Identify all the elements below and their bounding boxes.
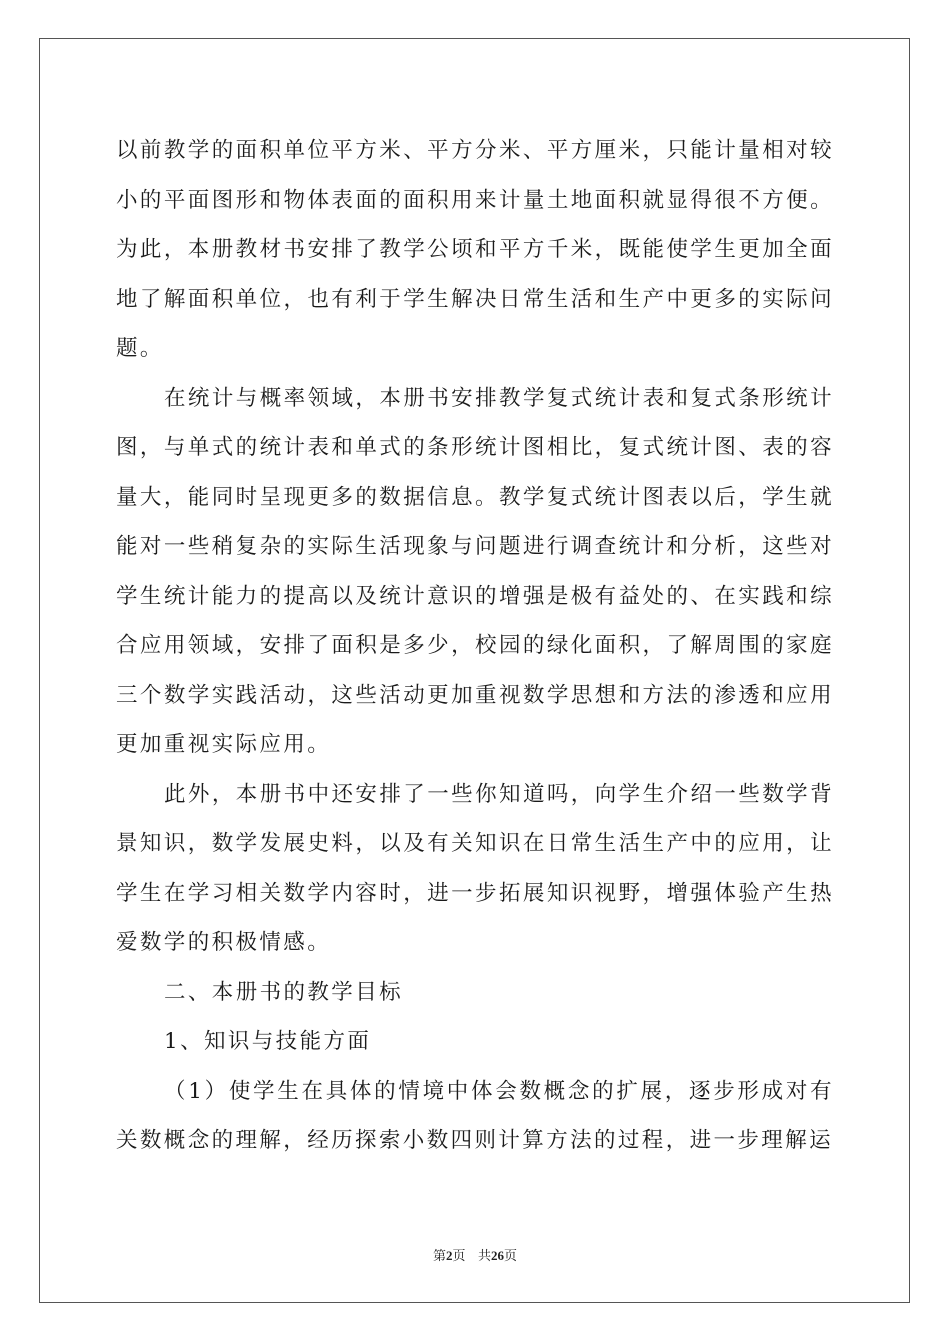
footer-total-suffix: 页	[503, 1249, 517, 1264]
paragraph-area-units: 以前教学的面积单位平方米、平方分米、平方厘米，只能计量相对较小的平面图形和物体表面的面积用来计量土地面积就显得很不方便。为此，本册教材书安排了教学公顷和平方千米，既能使学生更加全面地了解面积单位，也有利于学生解决日常生活和生产中更多的实际问题。	[116, 138, 834, 361]
paragraph-goal-1: （1）使学生在具体的情境中体会数概念的扩展，逐步形成对有关数概念的理解，经历探索小数四则计算方法的过程，进一步理解运	[116, 1078, 834, 1153]
document-body	[116, 126, 834, 1166]
footer-total-pages: 26	[490, 1248, 504, 1263]
paragraph-statistics: 在统计与概率领域，本册书安排教学复式统计表和复式条形统计图，与单式的统计表和单式的条形统计图相比，复式统计图、表的容量大，能同时呈现更多的数据信息。教学复式统计图表以后，学生就能对一些稍复杂的实际生活现象与问题进行调查统计和分析，这些对学生统计能力的提高以及统计意识的增强是极有益处的、在实践和综合应用领域，安排了面积是多少，校园的绿化面积，了解周围的家庭三个数学实践活动，这些活动更加重视数学思想和方法的渗透和应用更加重视实际应用。	[116, 385, 834, 757]
footer-page-suffix: 页	[452, 1249, 466, 1264]
page-footer	[0, 1245, 950, 1264]
footer-page-number: 2	[446, 1248, 453, 1263]
footer-total-prefix: 共	[477, 1249, 491, 1264]
paragraph-did-you-know: 此外，本册书中还安排了一些你知道吗，向学生介绍一些数学背景知识，数学发展史料，以及有关知识在日常生活生产中的应用，让学生在学习相关数学内容时，进一步拓展知识视野，增强体验产生热爱数学的积极情感。	[116, 781, 834, 955]
heading-teaching-goals: 二、本册书的教学目标	[164, 979, 404, 1005]
footer-prefix: 第	[433, 1249, 447, 1264]
heading-knowledge-skills: 1、知识与技能方面	[164, 1029, 372, 1054]
